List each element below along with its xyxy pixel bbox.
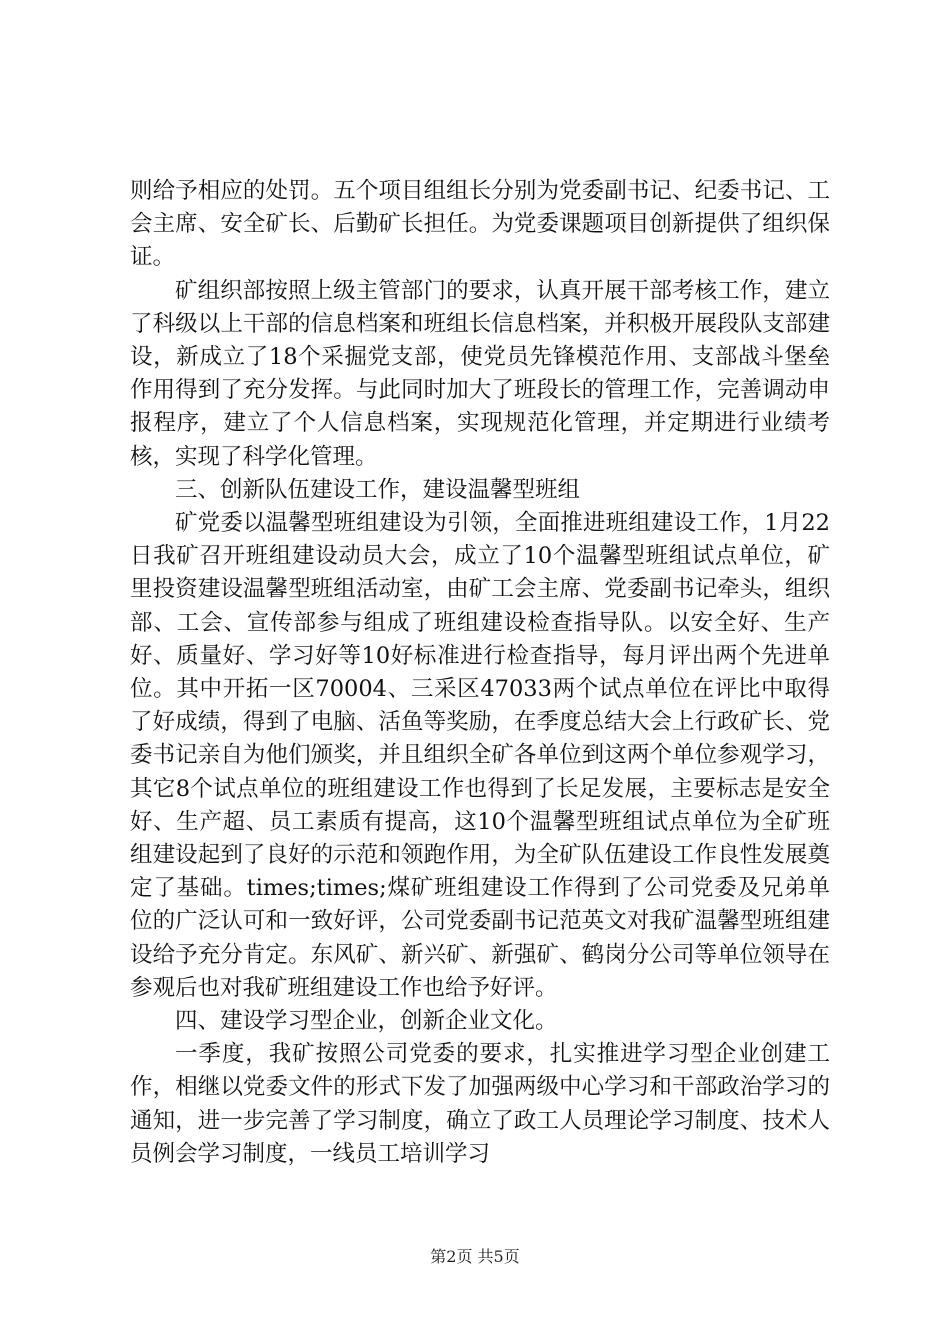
paragraph-learning-system: 一季度，我矿按照公司党委的要求，扎实推进学习型企业创建工作，相继以党委文件的形式下发了加强两级中心学习和干部政治学习的通知，进一步完善了学习制度，确立了政工人员理论学习制度、技术人员例会学习制度，一线员工培训学习 bbox=[130, 1041, 830, 1167]
document-body bbox=[130, 175, 830, 1171]
paragraph-continuation: 则给予相应的处罚。五个项目组组长分别为党委副书记、纪委书记、工会主席、安全矿长、后勤矿长担任。为党委课题项目创新提供了组织保证。 bbox=[130, 178, 830, 271]
page-footer: 第2页 共5页 bbox=[430, 1247, 520, 1266]
section-heading-learning-enterprise: 四、建设学习型企业，创新企业文化。 bbox=[175, 1008, 558, 1035]
section-heading-team-building: 三、创新队伍建设工作，建设温馨型班组 bbox=[175, 476, 581, 503]
paragraph-warm-teams: 矿党委以温馨型班组建设为引领，全面推进班组建设工作，1月22日我矿召开班组建设动员大会，成立了10个温馨型班组试点单位，矿里投资建设温馨型班组活动室，由矿工会主席、党委副书记牵头，组织部、工会、宣传部参与组成了班组建设检查指导队。以安全好、生产好、质量好、学习好等10好标准进行检查指导，每月评出两个先进单位。其中开拓一区70004、三采区47033两个试点单位在评比中取得了好成绩，得到了电脑、活鱼等奖励，在季度总结大会上行政矿长、党委书记亲自为他们颁奖，并且组织全矿各单位到这两个单位参观学习，其它8个试点单位的班组建设工作也得到了长足发展，主要标志是安全好、生产超、员工素质有提高，这10个温馨型班组试点单位为全矿班组建设起到了良好的示范和领跑作用，为全矿队伍建设工作良性发展奠定了基础。times;times;煤矿班组建设工作得到了公司党委及兄弟单位的广泛认可和一致好评，公司党委副书记范英文对我矿温馨型班组建设给予充分肯定。东风矿、新兴矿、新强矿、鹤岗分公司等单位领导在参观后也对我矿班组建设工作也给予好评。 bbox=[130, 510, 830, 1001]
paragraph-cadre-assessment: 矿组织部按照上级主管部门的要求，认真开展干部考核工作，建立了科级以上干部的信息档案和班组长信息档案，并积极开展段队支部建设，新成立了18个采掘党支部，使党员先锋模范作用、支部战斗堡垒作用得到了充分发挥。与此同时加大了班段长的管理工作，完善调动申报程序，建立了个人信息档案，实现规范化管理，并定期进行业绩考核，实现了科学化管理。 bbox=[130, 277, 830, 470]
